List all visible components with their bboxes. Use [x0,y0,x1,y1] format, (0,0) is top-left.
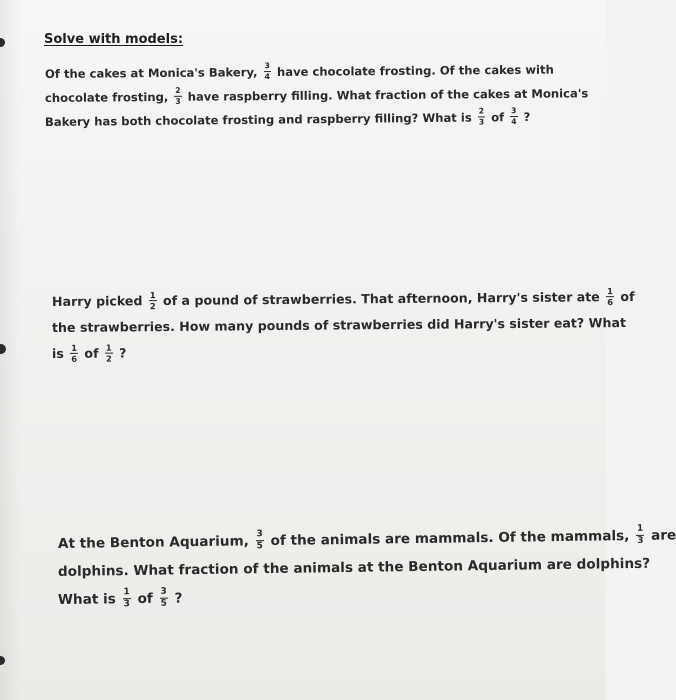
fraction [105,343,113,363]
fraction-numerator: 1 [636,523,644,534]
fraction [255,530,264,551]
fraction-denominator: 3 [637,535,644,546]
fraction-numerator: 3 [256,528,263,539]
fraction-denominator: 3 [123,598,130,609]
text-segment: dolphins. What fraction of the animals at the Benton Aquarium are dolphins? [57,555,651,580]
text-segment: ? [119,345,127,361]
text-segment: What is [57,591,116,608]
problem-3 [57,523,676,614]
fraction-numerator: 1 [149,289,156,300]
text-segment: Harry picked [51,293,143,309]
problem-1-line-3 [45,104,588,134]
fraction [636,524,645,545]
text-segment: of [84,345,99,361]
text-segment: Of the cakes at Monica's Bakery, [44,65,258,81]
fraction-numerator: 3 [160,586,167,597]
fraction-numerator: 2 [175,86,181,96]
text-segment: is [51,345,64,361]
fraction-denominator: 2 [105,353,112,364]
problem-1 [45,62,588,134]
text-segment: ? [523,109,531,124]
text-segment: of [137,590,153,608]
text-segment: have raspberry filling. What fraction of the cakes at Monica's [187,86,589,104]
fraction [149,291,157,311]
fraction-denominator: 5 [256,540,263,551]
fraction-denominator: 5 [160,598,167,609]
fraction-numerator: 1 [123,586,130,597]
fraction-denominator: 3 [478,117,485,127]
fraction [159,587,168,608]
text-segment: of the animals are mammals. Of the mammals, [270,528,630,550]
fraction [478,108,486,126]
fraction-numerator: 1 [105,342,112,353]
fraction-numerator: 1 [607,285,613,296]
fraction [264,62,271,80]
problem-2-line-2 [52,310,635,341]
fraction [122,588,131,609]
fraction [70,344,78,364]
text-segment: chocolate frosting, [44,89,169,105]
fraction-denominator: 4 [264,72,270,82]
problem-2 [51,285,635,367]
text-segment: have chocolate frosting. Of the cakes with [276,62,554,79]
text-segment: ? [174,590,183,607]
text-segment: of a pound of strawberries. That afternoon, Harry's sister ate [162,289,600,309]
text-segment: the strawberries. How many pounds of strawberries did Harry's sister eat? What [51,314,627,335]
fraction-denominator: 3 [175,96,181,106]
page-title: Solve with models: [44,32,184,47]
fraction [606,287,614,307]
text-segment: At the Benton Aquarium, [57,533,249,552]
fraction [510,107,518,125]
text-segment: Bakery has both chocolate frosting and raspberry filling? What is [44,110,472,129]
fraction-numerator: 3 [511,106,517,116]
fraction-denominator: 2 [149,301,156,312]
fraction-numerator: 2 [478,106,485,116]
fraction-numerator: 3 [264,61,270,71]
fraction-numerator: 1 [71,342,77,353]
text-segment: of [491,110,505,125]
fraction [174,87,181,105]
text-segment: are [650,527,676,544]
fraction-denominator: 6 [71,353,78,364]
problem-2-line-3 [52,337,635,367]
text-segment: of [620,288,635,305]
fraction-denominator: 4 [511,117,517,127]
fraction-denominator: 6 [607,297,614,308]
